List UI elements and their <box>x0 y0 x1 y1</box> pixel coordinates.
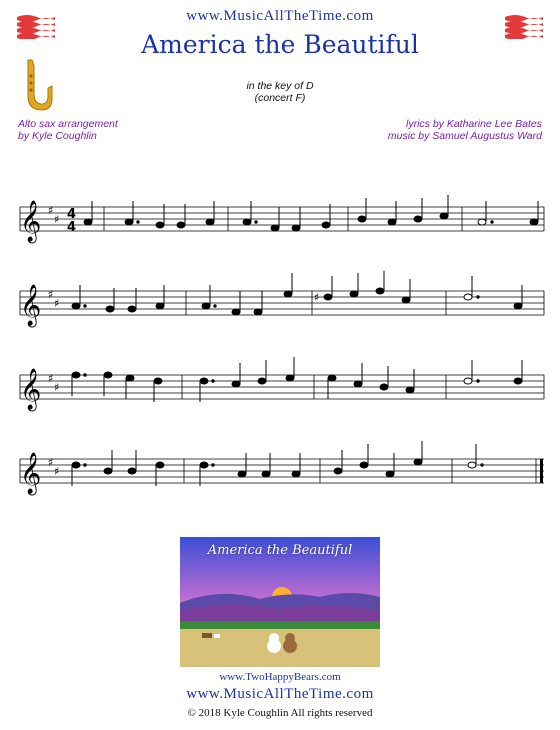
svg-text:♯: ♯ <box>48 288 54 301</box>
two-happy-bears-link[interactable]: www.TwoHappyBears.com <box>219 671 341 683</box>
lyrics-credit: lyrics by Katharine Lee Bates <box>406 118 542 130</box>
key-line-2: (concert F) <box>254 92 306 104</box>
svg-text:4: 4 <box>67 220 77 235</box>
svg-text:♯: ♯ <box>54 297 60 310</box>
treble-clef-icon: 𝄞 <box>20 453 42 494</box>
treble-clef-icon: 𝄞 <box>20 285 42 326</box>
svg-text:♯: ♯ <box>48 372 54 385</box>
saxophone-icon <box>18 58 54 112</box>
svg-text:♯: ♯ <box>48 456 54 469</box>
svg-text:4: 4 <box>67 207 77 222</box>
treble-clef-icon: 𝄞 <box>20 369 42 410</box>
promo-image-title: America the Beautiful <box>207 543 353 558</box>
svg-text:♯: ♯ <box>314 291 320 304</box>
song-title: America the Beautiful <box>141 30 419 59</box>
staff-line-4 <box>14 439 548 499</box>
arrangement-line-1: Alto sax arrangement <box>18 118 118 130</box>
treble-clef-icon: 𝄞 <box>20 201 42 242</box>
staff-line-1 <box>14 187 548 247</box>
music-credit: music by Samuel Augustus Ward <box>387 130 542 142</box>
svg-text:♯: ♯ <box>54 465 60 478</box>
site-url-top[interactable]: www.MusicAllTheTime.com <box>186 8 374 24</box>
copyright-notice: © 2018 Kyle Coughlin All rights reserved <box>187 707 373 719</box>
key-line-1: in the key of D <box>246 80 314 92</box>
composer-credit <box>388 118 542 142</box>
staff-line-2 <box>14 271 548 331</box>
site-url-bottom[interactable]: www.MusicAllTheTime.com <box>186 686 374 702</box>
svg-text:♯: ♯ <box>54 381 60 394</box>
arrangement-credit <box>18 118 118 142</box>
svg-text:♯: ♯ <box>54 213 60 226</box>
svg-text:♯: ♯ <box>48 204 54 217</box>
staff-line-3 <box>14 355 548 415</box>
arrangement-line-2: by Kyle Coughlin <box>18 130 97 142</box>
